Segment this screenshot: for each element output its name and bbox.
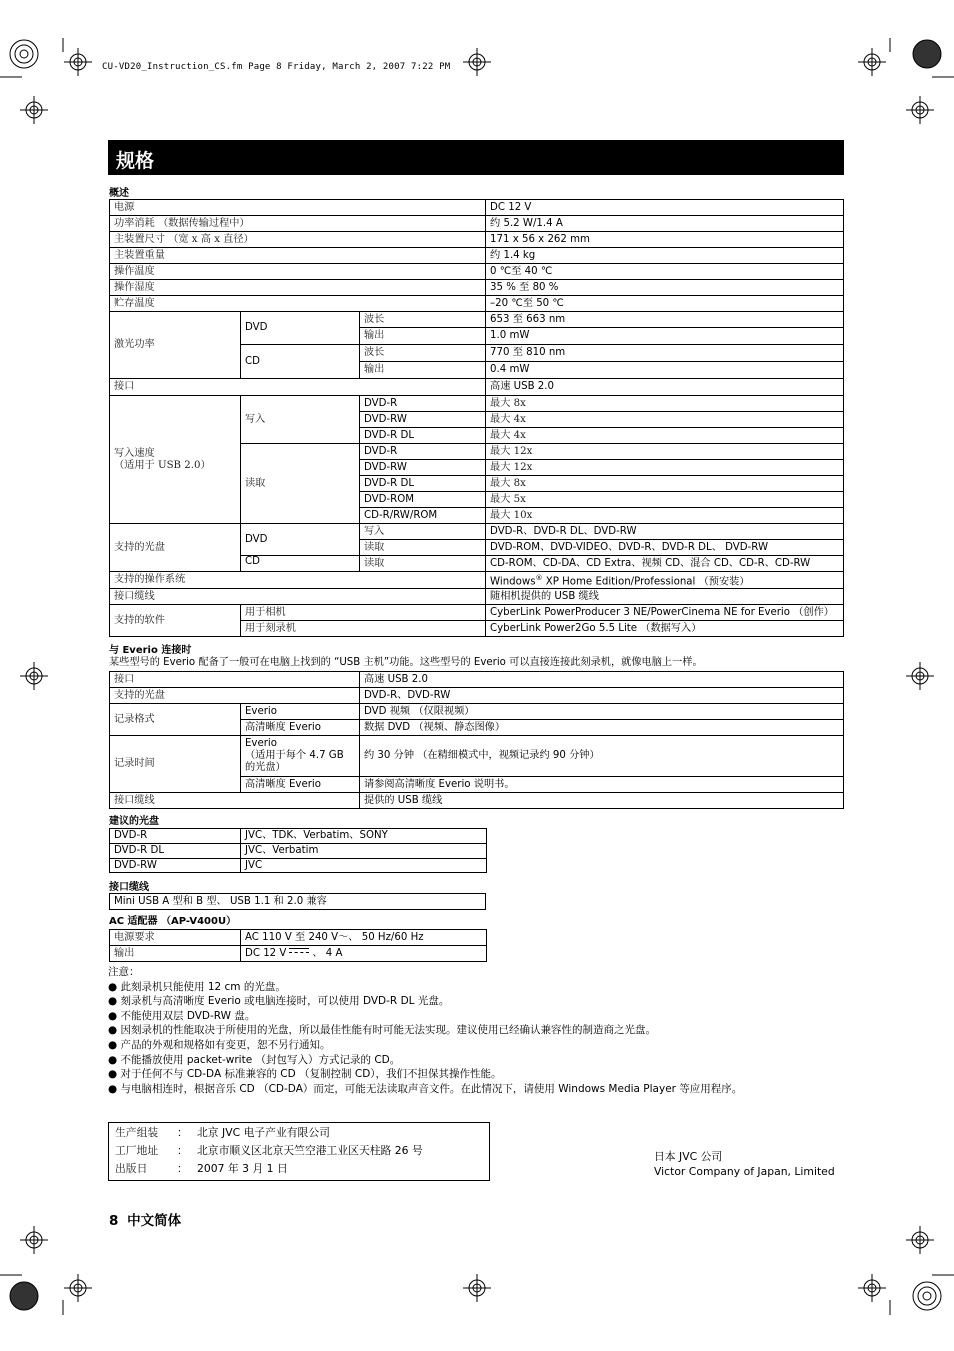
dc-symbol-icon <box>289 948 309 957</box>
spec-row <box>110 264 844 280</box>
page-footer <box>109 1209 181 1229</box>
note-item: ● 此刻录机只能使用 12 cm 的光盘。 <box>108 980 286 993</box>
cable-label: 接口缆线 <box>110 589 486 605</box>
software-camera-value: CyberLink PowerProducer 3 NE/PowerCinema NE for Everio （创作） <box>486 605 844 621</box>
manufacturer-colon: ： <box>177 1126 188 1139</box>
recommended-row <box>110 829 487 844</box>
speed-value: 最大 4x <box>486 412 844 428</box>
spec-value: 0 ℃至 40 ℃ <box>486 264 844 280</box>
manufacturer-row <box>115 1143 423 1158</box>
spec-value: 35 % 至 80 % <box>486 280 844 296</box>
discs-row <box>110 524 844 540</box>
os-label: 支持的操作系统 <box>110 572 486 589</box>
everio-heading: 与 Everio 连接时 <box>109 645 192 656</box>
everio-time-everio-line2: （适用于每个 4.7 GB <box>245 750 344 761</box>
everio-format-label: 记录格式 <box>110 704 241 736</box>
interface-label: 接口 <box>110 379 486 396</box>
speed-value: 最大 4x <box>486 428 844 444</box>
note-text: 因刻录机的性能取决于所使用的光盘，所以最佳性能有时可能无法实现。建议使用已经确认兼容性的制造商之光盘。 <box>120 1024 656 1037</box>
speed-media: DVD-RW <box>360 412 486 428</box>
everio-discs-value: DVD-R、DVD-RW <box>360 688 844 704</box>
page-number: 8 <box>109 1213 119 1229</box>
adapter-output-post: 、 4 A <box>312 947 343 959</box>
overview-heading: 概述 <box>109 188 129 199</box>
spec-label: 操作湿度 <box>110 280 486 296</box>
manufacturer-row <box>115 1125 330 1140</box>
laser-dvd-wavelength: 653 至 663 nm <box>486 312 844 328</box>
cable-section-row <box>110 894 486 910</box>
company-block <box>654 1149 835 1179</box>
speed-label <box>110 396 241 524</box>
everio-intro: 某些型号的 Everio 配备了一般可在电脑上找到的 “USB 主机”功能。这些型号的 Everio 可以直接连接此刻录机，就像电脑上一样。 <box>109 657 703 668</box>
recommended-brands: JVC、TDK、Verbatim、SONY <box>241 829 487 844</box>
spec-row <box>110 216 844 232</box>
spec-row <box>110 248 844 264</box>
discs-read-label: 读取 <box>360 556 486 572</box>
discs-read-label: 读取 <box>360 540 486 556</box>
speed-media: DVD-R <box>360 396 486 412</box>
company-line1: 日本 JVC 公司 <box>654 1150 723 1163</box>
everio-format-everio-value: DVD 视频 （仅限视频） <box>360 704 844 720</box>
note-text: 与电脑相连时，根据音乐 CD （CD-DA）而定，可能无法读取声音文件。在此情况下，请使用 Windows Media Player 等应用程序。 <box>120 1082 743 1095</box>
everio-time-everio <box>241 736 360 777</box>
spec-row <box>110 280 844 296</box>
spec-row <box>110 232 844 248</box>
speed-value: 最大 5x <box>486 492 844 508</box>
recommended-row <box>110 844 487 859</box>
adapter-power-value: AC 110 V 至 240 V～、 50 Hz/60 Hz <box>241 930 487 946</box>
recommended-media: DVD-R DL <box>110 844 241 859</box>
os-value-pre: Windows <box>490 576 536 588</box>
spec-row <box>110 200 844 216</box>
adapter-table <box>109 929 487 962</box>
everio-cable-value: 提供的 USB 缆线 <box>360 793 844 809</box>
note-text: 对于任何不与 CD-DA 标准兼容的 CD （复制控制 CD），我们不担保其操作性能。 <box>120 1068 502 1081</box>
everio-format-everio: Everio <box>241 704 360 720</box>
speed-label-line1: 写入速度 <box>114 447 155 459</box>
everio-time-everio-line1: Everio <box>245 738 277 749</box>
speed-write-label: 写入 <box>241 396 360 444</box>
interface-value: 高速 USB 2.0 <box>486 379 844 396</box>
os-value-sup: ® <box>535 574 543 582</box>
cable-row <box>110 589 844 605</box>
software-burner-label: 用于刻录机 <box>241 621 486 637</box>
discs-write-label: 写入 <box>360 524 486 540</box>
recommended-brands: JVC <box>241 859 487 873</box>
cable-heading: 接口缆线 <box>109 882 149 893</box>
page-title-bar <box>108 140 844 175</box>
everio-time-hd: 高清晰度 Everio <box>241 777 360 793</box>
everio-time-label: 记录时间 <box>110 736 241 793</box>
note-item: ● 刻录机与高清晰度 Everio 或电脑连接时，可以使用 DVD-R DL 光盘。 <box>108 995 450 1008</box>
manufacturer-row <box>115 1161 288 1176</box>
speed-value: 最大 8x <box>486 476 844 492</box>
note-item: ● 对于任何不与 CD-DA 标准兼容的 CD （复制控制 CD），我们不担保其操作性能。 <box>108 1068 502 1081</box>
os-row <box>110 572 844 589</box>
spec-row <box>110 296 844 312</box>
spec-value: 约 5.2 W/1.4 A <box>486 216 844 232</box>
spec-value: DC 12 V <box>486 200 844 216</box>
discs-cd-read: CD-ROM、CD-DA、CD Extra、视频 CD、混合 CD、CD-R、CD-RW <box>486 556 844 572</box>
laser-output-label: 输出 <box>360 362 486 379</box>
discs-cd: CD <box>241 556 360 572</box>
laser-dvd: DVD <box>241 312 360 345</box>
laser-output-label: 输出 <box>360 328 486 345</box>
spec-value: 171 x 56 x 262 mm <box>486 232 844 248</box>
recommended-media: DVD-RW <box>110 859 241 873</box>
adapter-row <box>110 946 487 962</box>
discs-dvd-write: DVD-R、DVD-R DL、DVD-RW <box>486 524 844 540</box>
everio-cable-label: 接口缆线 <box>110 793 360 809</box>
speed-row <box>110 396 844 412</box>
spec-table <box>109 199 844 637</box>
everio-time-everio-line3: 的光盘） <box>245 762 286 773</box>
discs-label: 支持的光盘 <box>110 524 241 572</box>
speed-media: DVD-R <box>360 444 486 460</box>
note-item: ● 不能播放使用 packet-write （封包写入）方式记录的 CD。 <box>108 1053 401 1066</box>
speed-value: 最大 12x <box>486 460 844 476</box>
everio-interface-value: 高速 USB 2.0 <box>360 672 844 688</box>
laser-cd: CD <box>241 345 360 379</box>
laser-cd-wavelength: 770 至 810 nm <box>486 345 844 362</box>
speed-value: 最大 8x <box>486 396 844 412</box>
company-line2: Victor Company of Japan, Limited <box>654 1165 835 1178</box>
manufacturer-box <box>108 1122 490 1181</box>
everio-row <box>110 736 844 777</box>
speed-media: DVD-ROM <box>360 492 486 508</box>
page-title: 规格 <box>116 150 155 172</box>
adapter-heading: AC 适配器 （AP-V400U） <box>109 916 237 927</box>
spec-label: 电源 <box>110 200 486 216</box>
adapter-output-label: 输出 <box>110 946 241 962</box>
software-burner-value: CyberLink Power2Go 5.5 Lite （数据写入） <box>486 621 844 637</box>
everio-row <box>110 793 844 809</box>
everio-discs-label: 支持的光盘 <box>110 688 360 704</box>
note-item: ● 与电脑相连时，根据音乐 CD （CD-DA）而定，可能无法读取声音文件。在此情况下，请使用 Windows Media Player 等应用程序。 <box>108 1082 743 1095</box>
speed-media: DVD-R DL <box>360 476 486 492</box>
manufacturer-colon: ： <box>177 1162 188 1175</box>
speed-media: DVD-RW <box>360 460 486 476</box>
recommended-row <box>110 859 487 873</box>
page-language: 中文简体 <box>127 1213 182 1229</box>
file-header-line: CU-VD20_Instruction_CS.fm Page 8 Friday, March 2, 2007 7:22 PM <box>102 62 451 72</box>
note-text: 刻录机与高清晰度 Everio 或电脑连接时，可以使用 DVD-R DL 光盘。 <box>120 995 450 1008</box>
cable-value: 随相机提供的 USB 缆线 <box>486 589 844 605</box>
manufacturer-label: 工厂地址 <box>115 1144 159 1157</box>
notes-heading: 注意： <box>108 966 140 978</box>
laser-wavelength-label: 波长 <box>360 345 486 362</box>
recommended-heading: 建议的光盘 <box>109 816 159 827</box>
os-value <box>486 572 844 589</box>
manufacturer-value: 北京 JVC 电子产业有限公司 <box>197 1126 330 1139</box>
laser-dvd-output: 1.0 mW <box>486 328 844 345</box>
speed-read-label: 读取 <box>241 444 360 524</box>
notes-section <box>108 965 742 1096</box>
spec-label: 功率消耗 （数据传输过程中） <box>110 216 486 232</box>
note-item: ● 因刻录机的性能取决于所使用的光盘，所以最佳性能有时可能无法实现。建议使用已经确认兼容性的制造商之光盘。 <box>108 1024 656 1037</box>
software-row <box>110 605 844 621</box>
everio-table <box>109 671 844 809</box>
note-text: 产品的外观和规格如有变更，恕不另行通知。 <box>120 1038 331 1051</box>
adapter-power-label: 电源要求 <box>110 930 241 946</box>
spec-label: 主装置重量 <box>110 248 486 264</box>
everio-time-hd-value: 请参阅高清晰度 Everio 说明书。 <box>360 777 844 793</box>
note-item: ● 产品的外观和规格如有变更，恕不另行通知。 <box>108 1038 331 1051</box>
spec-value: –20 ℃至 50 ℃ <box>486 296 844 312</box>
everio-row <box>110 704 844 720</box>
laser-wavelength-label: 波长 <box>360 312 486 328</box>
adapter-output-value <box>241 946 487 962</box>
adapter-row <box>110 930 487 946</box>
note-text: 不能播放使用 packet-write （封包写入）方式记录的 CD。 <box>120 1053 401 1066</box>
everio-format-hd: 高清晰度 Everio <box>241 720 360 736</box>
adapter-output-pre: DC 12 V <box>245 947 287 959</box>
cable-table <box>109 893 486 910</box>
everio-time-everio-value: 约 30 分钟 （在精细模式中，视频记录约 90 分钟） <box>360 736 844 777</box>
discs-dvd-read: DVD-ROM、DVD-VIDEO、DVD-R、DVD-R DL、 DVD-RW <box>486 540 844 556</box>
manufacturer-label: 生产组装 <box>115 1126 159 1139</box>
manufacturer-colon: ： <box>177 1144 188 1157</box>
recommended-media: DVD-R <box>110 829 241 844</box>
everio-format-hd-value: 数据 DVD （视频、静态图像） <box>360 720 844 736</box>
laser-row <box>110 312 844 328</box>
software-label: 支持的软件 <box>110 605 241 637</box>
spec-label: 操作温度 <box>110 264 486 280</box>
spec-label: 主装置尺寸 （宽 x 高 x 直径） <box>110 232 486 248</box>
speed-value: 最大 12x <box>486 444 844 460</box>
laser-label: 激光功率 <box>110 312 241 379</box>
note-text: 不能使用双层 DVD-RW 盘。 <box>120 1009 256 1022</box>
manufacturer-label: 出版日 <box>115 1162 148 1175</box>
manufacturer-value: 北京市顺义区北京天竺空港工业区天柱路 26 号 <box>197 1144 423 1157</box>
software-camera-label: 用于相机 <box>241 605 486 621</box>
recommended-brands: JVC、Verbatim <box>241 844 487 859</box>
os-value-post: XP Home Edition/Professional （预安装） <box>542 576 750 588</box>
manufacturer-value: 2007 年 3 月 1 日 <box>197 1162 288 1175</box>
spec-label: 贮存温度 <box>110 296 486 312</box>
speed-value: 最大 10x <box>486 508 844 524</box>
speed-label-line2: （适用于 USB 2.0） <box>114 459 211 471</box>
everio-interface-label: 接口 <box>110 672 360 688</box>
everio-row <box>110 688 844 704</box>
speed-media: CD-R/RW/ROM <box>360 508 486 524</box>
interface-row <box>110 379 844 396</box>
note-item: ● 不能使用双层 DVD-RW 盘。 <box>108 1009 256 1022</box>
cable-section-value: Mini USB A 型和 B 型、 USB 1.1 和 2.0 兼容 <box>110 894 486 910</box>
speed-media: DVD-R DL <box>360 428 486 444</box>
spec-value: 约 1.4 kg <box>486 248 844 264</box>
recommended-table <box>109 828 487 873</box>
note-text: 此刻录机只能使用 12 cm 的光盘。 <box>120 980 286 993</box>
laser-cd-output: 0.4 mW <box>486 362 844 379</box>
everio-row <box>110 672 844 688</box>
discs-dvd: DVD <box>241 524 360 556</box>
